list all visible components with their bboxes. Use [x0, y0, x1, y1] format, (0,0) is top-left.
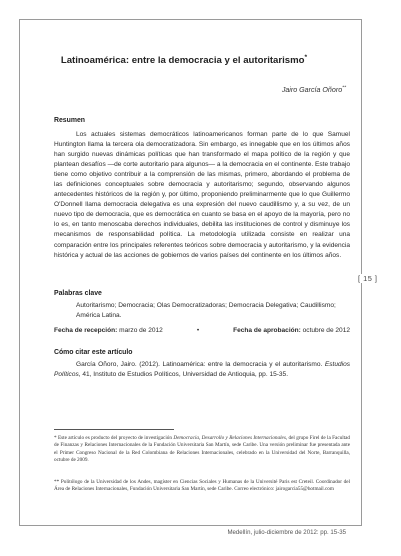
page-number-marker: [ 15 ]	[358, 274, 378, 283]
dates-line	[54, 327, 350, 334]
title-text: Latinoamérica: entre la democracia y el autoritarismo	[60, 55, 305, 66]
footnote-1-text-b: , del grupo Firel de la Facultad de Finanzas y Relaciones Internacionales de la Fundación Universitaria San Martín, sede Caribe. Una versión preliminar fue presentada ante el Primer Congreso Nacional de la Red Colombiana de Relaciones Internacionales, celebrado en la Universidad del Norte, Barranquilla, octubre de 2009.	[54, 435, 351, 463]
cite-text-1: García Oñoro, Jairo. (2012). Latinoamérica: entre la democracia y el autoritarismo.	[76, 361, 323, 368]
footnote-2	[54, 479, 350, 494]
approved-value: octubre de 2012	[302, 327, 350, 334]
footnote-2-marker: **	[54, 479, 60, 485]
keywords-text: Autoritarismo; Democracia; Olas Democratizadoras; Democracia Delegativa; Caudillismo; América Latina.	[76, 302, 336, 320]
keywords-heading: Palabras clave	[54, 290, 102, 297]
author-name	[282, 86, 346, 94]
author-text: Jairo García Oñoro	[281, 86, 343, 94]
received-label: Fecha de recepción:	[54, 327, 118, 334]
footnote-1-text-a: Este artículo es producto del proyecto de investigación	[57, 435, 172, 441]
abstract-text: Los actuales sistemas democráticos latinoamericanos forman parte de lo que Samuel Huntington llama la tercera ola democratizadora. Sin embargo, es innegable que en los últimos años han surgido nuevas dinámicas políticas que han transformado el mapa político de la región y que plantean desafíos —de corte autoritario para algunos— a la democracia en el continente. Este trabajo tiene como objetivo contribuir a la comprensión de las mismas, primero, abordando el problema de las definiciones conceptuales sobre democracia y autoritarismo; segundo, observando algunos antecedentes históricos de la región y, por último, proponiendo preliminarmente que lo que Guillermo O'Donnell llama democracia delegativa es una expresión del nuevo caudillismo y, a su vez, de un nuevo tipo de democracia, que es democrática en cuanto se basa en el apoyo de la mayoría, pero no lo es, en tanto menoscaba derechos individuales, debilita las instituciones de control y disminuye los mecanismos de responsabilidad política. La metodología utilizada consiste en realizar una comparación entre los principales referentes teóricos sobre democracia y autoritarismo, y la evidencia histórica y actual de las acciones de gobiernos de varios países del continente en los últimos años.	[54, 131, 350, 259]
cite-text	[54, 360, 350, 380]
author-footnote-marker: **	[342, 85, 346, 91]
dates-bullet: •	[196, 327, 200, 334]
title-footnote-marker: *	[304, 53, 308, 61]
footnote-1-marker: *	[54, 435, 57, 441]
abstract-heading: Resumen	[54, 117, 86, 124]
cite-heading: Cómo citar este artículo	[54, 349, 133, 356]
footnote-1-project: Democracia, Desarrollo y Relaciones Internacionales	[173, 435, 286, 441]
received-value: marzo de 2012	[119, 327, 163, 334]
cite-text-2: , 41, Instituto de Estudios Políticos, Universidad de Antioquia, pp. 15-35.	[78, 371, 289, 379]
received-date	[54, 327, 163, 334]
approved-date	[233, 327, 350, 334]
article-title	[24, 55, 344, 66]
footnote-divider	[54, 429, 174, 430]
page-footer: Medellín, julio-diciembre de 2012: pp. 15-35	[227, 529, 346, 536]
footnote-2-text: Politólogo de la Universidad de los Andes, magíster en Ciencias Sociales y Humanas de la Université Paris est Creteil. Coordinador del Área de Relaciones Internacionales, Fundación Universitaria San Martín, sede Caribe. Correo electrónico: jairogarcia55@hotmail.com	[54, 479, 351, 493]
cite-journal: Estudios Políticos	[54, 361, 350, 379]
footnote-1	[54, 435, 350, 464]
approved-label: Fecha de aprobación:	[233, 327, 301, 334]
